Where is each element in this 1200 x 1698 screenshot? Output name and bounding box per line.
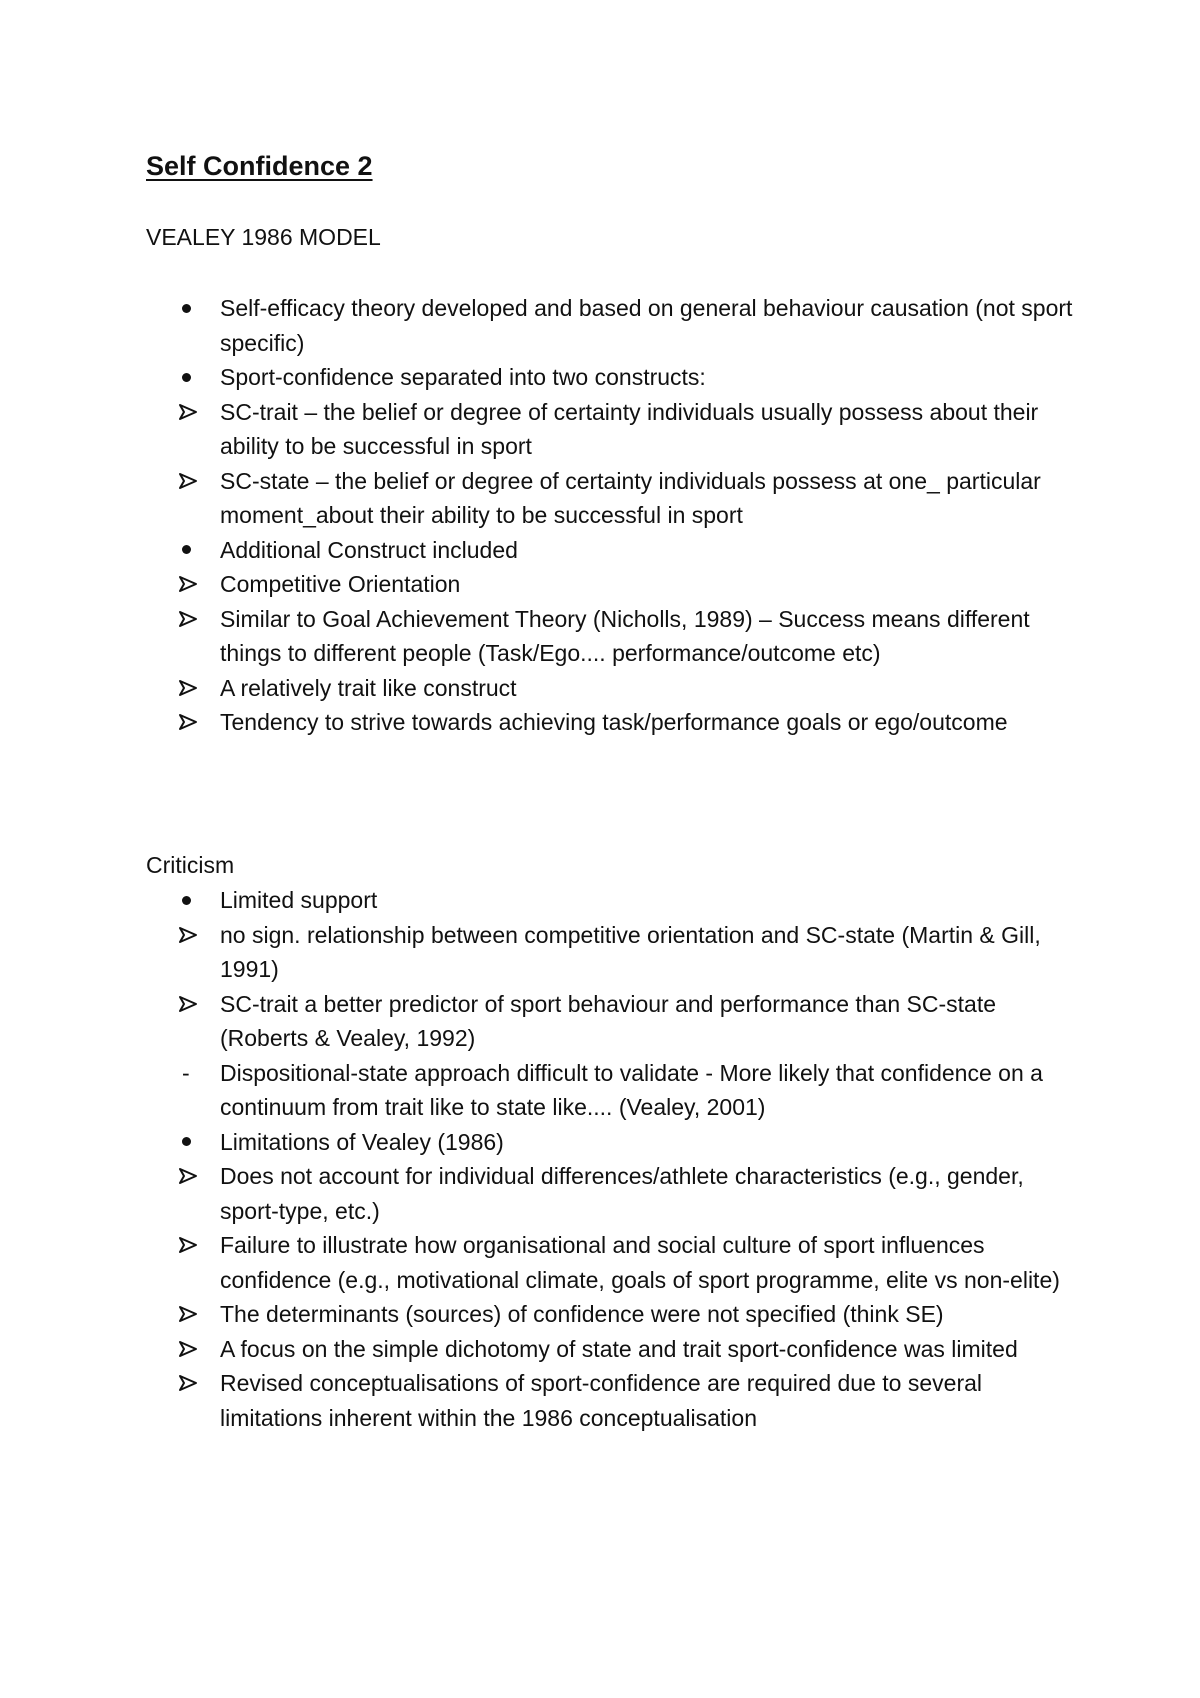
list-item: [146, 395, 1086, 464]
bullet-icon: [178, 1125, 206, 1160]
arrow-bullet-icon: [178, 671, 206, 706]
list-item-text: Failure to illustrate how organisational and social culture of sport influences confidence (e.g., motivational climate, goals of sport programme, elite vs non-elite): [220, 1232, 1060, 1293]
list-item-text: Self-efficacy theory developed and based on general behaviour causation (not sport specific): [220, 295, 1073, 356]
list-item-text: SC-trait – the belief or degree of certainty individuals usually possess about their ability to be successful in sport: [220, 398, 1039, 459]
list-item-text: no sign. relationship between competitive orientation and SC-state (Martin & Gill, 1991): [220, 921, 1041, 982]
list-item: [146, 1332, 1086, 1367]
dash-bullet-icon: -: [182, 1059, 190, 1086]
list-item: [146, 1297, 1086, 1332]
list-item: [146, 1125, 1086, 1160]
list-item: [146, 883, 1086, 918]
list-item: [146, 1159, 1086, 1228]
arrow-bullet-icon: [178, 395, 206, 430]
list-item-text: Sport-confidence separated into two constructs:: [220, 364, 706, 390]
arrow-bullet-icon: [178, 464, 206, 499]
list-item-text: Dispositional-state approach difficult to validate - More likely that confidence on a continuum from trait like to state like.... (Vealey, 2001): [220, 1059, 1043, 1120]
model-list: [146, 291, 1086, 740]
arrow-bullet-icon: [178, 1228, 206, 1263]
list-item: [146, 671, 1086, 706]
bullet-icon: [178, 360, 206, 395]
list-item: [146, 291, 1086, 360]
list-item-text: Similar to Goal Achievement Theory (Nicholls, 1989) – Success means different things to different people (Task/Ego.... performance/outcome etc): [220, 605, 1030, 666]
list-item: [146, 602, 1086, 671]
arrow-bullet-icon: [178, 1297, 206, 1332]
arrow-bullet-icon: [178, 1332, 206, 1367]
list-item-text: Revised conceptualisations of sport-confidence are required due to several limitations inherent within the 1986 conceptualisation: [220, 1370, 982, 1431]
list-item-text: Competitive Orientation: [220, 571, 461, 597]
arrow-bullet-icon: [178, 918, 206, 953]
list-item: [146, 567, 1086, 602]
list-item-text: A relatively trait like construct: [220, 674, 517, 701]
list-item-text: SC-state – the belief or degree of certainty individuals possess at one_ particular moment_about their ability to be successful in sport: [220, 467, 1041, 528]
arrow-bullet-icon: [178, 567, 206, 602]
list-item: [146, 1056, 1086, 1125]
arrow-bullet-icon: [178, 705, 206, 740]
list-item: [146, 360, 1086, 395]
list-item-text: A focus on the simple dichotomy of state and trait sport-confidence was limited: [220, 1335, 1018, 1362]
page-title: Self Confidence 2: [146, 151, 373, 181]
list-item: [146, 1228, 1086, 1297]
list-item: [146, 464, 1086, 533]
arrow-bullet-icon: [178, 602, 206, 637]
list-item-text: Additional Construct included: [220, 536, 518, 563]
list-item: [146, 705, 1086, 740]
list-item: [146, 533, 1086, 568]
list-item-text: SC-trait a better predictor of sport behaviour and performance than SC-state (Roberts & Vealey, 1992): [220, 990, 997, 1051]
list-item-text: The determinants (sources) of confidence were not specified (think SE): [220, 1301, 944, 1327]
bullet-icon: [178, 533, 206, 568]
list-item-text: Tendency to strive towards achieving task/performance goals or ego/outcome: [220, 709, 1008, 735]
section-heading-criticism: Criticism: [146, 852, 235, 878]
criticism-list: [146, 883, 1086, 1435]
list-item: [146, 1366, 1086, 1435]
list-item-text: Limited support: [220, 887, 378, 913]
arrow-bullet-icon: [178, 1366, 206, 1401]
list-item-text: Limitations of Vealey (1986): [220, 1128, 504, 1155]
arrow-bullet-icon: [178, 1159, 206, 1194]
bullet-icon: [178, 291, 206, 326]
section-heading-model: VEALEY 1986 MODEL: [146, 224, 381, 250]
list-item: [146, 918, 1086, 987]
list-item: [146, 987, 1086, 1056]
bullet-icon: [178, 883, 206, 918]
list-item-text: Does not account for individual differences/athlete characteristics (e.g., gender, sport-type, etc.): [220, 1163, 1024, 1224]
arrow-bullet-icon: [178, 987, 206, 1022]
